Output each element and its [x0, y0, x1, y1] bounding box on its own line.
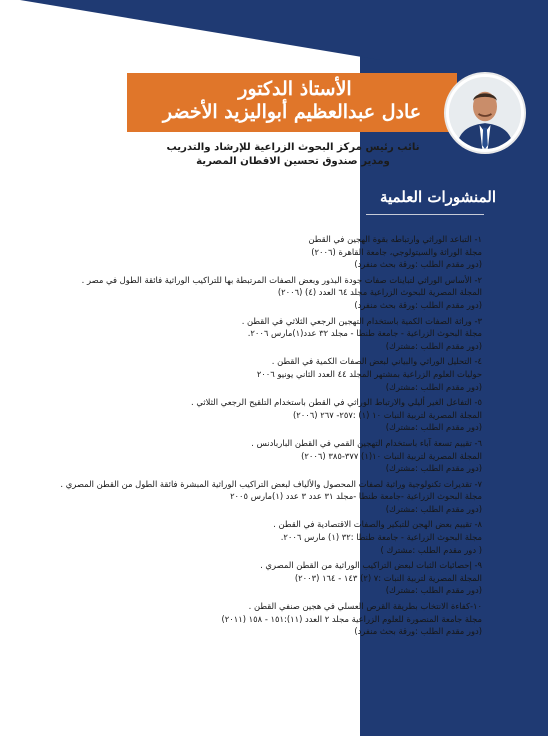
publication-item: [20, 559, 482, 597]
position-line-2: ومدير صندوق تحسين الاقطان المصرية: [196, 156, 390, 167]
publication-source: مجلة الوراثة والسيتولوجي، جامعة القاهرة (٢٠٠٦): [311, 246, 482, 257]
publication-title: ٨- تقييم بعض الهجن للتبكير والصفات الاقتصادية في القطن .: [273, 519, 482, 530]
section-divider: [366, 214, 484, 215]
publications-list: [20, 233, 482, 641]
publication-source: مجلة البحوث الزراعية -جامعة طنطا -مجلد ٣١ عدد ٣ عدد (١)مارس ٢٠٠٥: [230, 491, 482, 502]
publication-source: مجلة البحوث الزراعية - جامعة طنطا :٣٢ (١) مارس ٢٠٠٦.: [280, 532, 482, 543]
publication-role: (دور مقدم الطلب :ورقة بحث منفرد): [354, 299, 482, 310]
publication-title: ١٠-كفاءة الانتخاب بطريقة القرص العسلي في هجين صنفي القطن .: [248, 601, 482, 612]
academic-title: الأستاذ الدكتور: [238, 78, 352, 100]
publication-role: (دور مقدم الطلب :مشترك): [385, 381, 482, 392]
person-name: عادل عبدالعظيم أبواليزيد الأخضر: [162, 101, 422, 123]
position-line: نائب رئيس مركز البحوث الزراعية للإرشاد والتدريب: [166, 142, 420, 153]
publication-source: المجلة المصرية لتربية النبات :٧ (٢) ١٤٣ - ١٦٤ (٢٠٠٣): [294, 572, 482, 583]
publication-title: ٦- تقييم تسعة آباء باستخدام التهجين القمي في القطن الباربادنس .: [251, 437, 482, 448]
publication-source: المجلة المصرية لتربية النبات ١٠ (١) :٢٥٧- ٢٦٧ (٢٠٠٦): [293, 409, 482, 420]
publication-role: (دور مقدم الطلب :مشترك): [385, 503, 482, 514]
publication-item: [20, 315, 482, 353]
publication-title: ٤- التحليل الوراثي والبياني لبعض الصفات الكمية في القطن .: [271, 356, 482, 367]
publication-role: (دور مقدم الطلب :مشترك): [385, 340, 482, 351]
portrait-image: [449, 77, 521, 149]
publication-item: [20, 518, 482, 556]
publication-item: [20, 274, 482, 312]
publication-title: ٣- وراثة الصفات الكمية باستخدام التهجين الرجعي الثلاثي في القطن .: [241, 315, 482, 326]
publication-source: حوليات العلوم الزراعية بمشتهر المجلد ٤٤ العدد الثاني يونيو ٢٠٠٦: [256, 368, 482, 379]
top-wedge-decoration: [0, 0, 548, 60]
publication-source: المجلة المصرية لتربية النبات ١٠(١) ٣٧٧-٣٨٥ (٢٠٠٦): [301, 450, 482, 461]
publication-item: [20, 396, 482, 434]
section-title: المنشورات العلمية: [379, 188, 496, 206]
publication-role: (دور مقدم الطلب :مشترك): [385, 585, 482, 596]
publication-role: (دور مقدم الطلب :ورقة بحث منفرد): [354, 259, 482, 270]
publication-title: ١- التباعد الوراثي وارتباطه بقوة الهجين في القطن: [308, 234, 482, 244]
publication-role: (دور مقدم الطلب :مشترك): [385, 463, 482, 474]
publication-title: ٧- تقديرات تكنولوجية وراثية لصفات المحصول والألياف لبعض التراكيب الوراثية المبشرة فائقة الطول من القطن المصري .: [60, 478, 482, 489]
publication-item: [20, 437, 482, 475]
publication-source: مجلة البحوث الزراعية - جامعة طنطا - مجلد ٣٢ عدد(١)مارس ٢٠٠٦.: [247, 328, 482, 339]
publication-title: ٥- التفاعل الغير أليلي والارتباط الوراثي في القطن باستخدام التلقيح الرجعي الثلاثي .: [191, 397, 482, 408]
publication-item: [20, 233, 482, 271]
publication-source: مجلة جامعة المنصورة للعلوم الزراعية مجلد ٢ العدد (١١):١٥١ - ١٥٨ (٢٠١١): [221, 613, 482, 624]
publication-role: ( دور مقدم الطلب :مشترك ): [380, 544, 482, 555]
publication-item: [20, 600, 482, 638]
publication-item: [20, 478, 482, 516]
profile-photo: [446, 74, 524, 152]
publication-role: (دور مقدم الطلب :مشترك): [385, 422, 482, 433]
publication-role: (دور مقدم الطلب :ورقة بحث منفرد): [354, 626, 482, 637]
publication-source: المجلة المصرية للبحوث الزراعية مجلد ٦٤ العدد (٤) (٢٠٠٦): [277, 287, 482, 298]
publication-title: ٩- إحصائيات الثبات لبعض التراكيب الوراثية من القطن المصري .: [260, 560, 482, 571]
publication-title: ٢- الأساس الوراثي لتباينات صفات جودة البذور وبعض الصفات المرتبطة بها للتراكيب الوراثية فائقة الطول في مصر .: [81, 274, 482, 285]
publication-item: [20, 355, 482, 393]
